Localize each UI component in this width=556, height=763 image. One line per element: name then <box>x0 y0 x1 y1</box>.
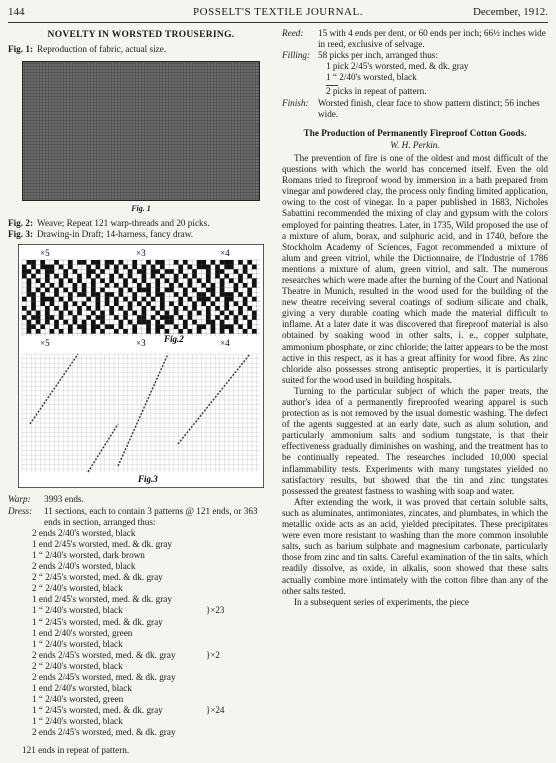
right-column <box>282 28 548 608</box>
fig3-label: Fig. 3: <box>8 229 34 240</box>
dress-line-text: 1 “ 2/40's worsted, dark brown <box>32 549 145 560</box>
filling-list <box>282 61 548 97</box>
dress-line-text: 1 “ 2/40's worsted, black <box>32 605 123 616</box>
dress-line-text: 1 “ 2/45's worsted, med. & dk. gray <box>32 705 163 716</box>
reed-value: 15 with 4 ends per dent, or 60 ends per inch; 66½ inches wide in reed, exclusive of selvage. <box>318 28 546 50</box>
dress-line <box>32 639 274 650</box>
dress-line-text: 2 ends 2/45's worsted, med. & dk. gray <box>32 671 176 682</box>
paragraph-1: The prevention of fire is one of the oldest and most difficult of the questions with which the world has concerned itself. Even the old Romans tried to fireproof wood by immersion in a bath prepared from vinegar and powdered clay, the process only finding limited application, owing to the cost of vinegar. In a paper published in 1683, Nicholes Sabattini recommended the mixing of clay and gypsum with the colors employed for painting theatres. Later, in 1735, Wild proposed the use of a mixture of alum, borax, and sulphuric acid, and in 1740, before the Stockholm Academy of Sciences, Fagot recommended a mixture of alum and green vitriol, while the Dictionnaire, de l'Industrie of 1786 mentions a mixture of alum, green vitriol, and salt. The numerous researches which were made after the burning of the Court and National Theatre in Munich, resulted in the wood used for the building of the new theatre receiving several coatings of sodium silicate and chalk, giving a very durable coating which made the material difficult to inflame. At a later date it was discovered that fireproof material is also obtained by soaking wood in other salts, i. e., copper sulphate, ammonium phosphate, or zinc chloride; the latter appears to be the most active in this respect, as it has a great affinity for wood fibre. As zinc chloride also possesses strong antiseptic properties, it is particularly suited for the wood used in building hospitals. <box>282 152 548 385</box>
fig2-label: Fig. 2: <box>8 218 34 229</box>
paragraph-4: In a subsequent series of experiments, the piece <box>294 596 470 607</box>
fig3-text: Drawing-in Draft; 14-harness, fancy draw. <box>37 229 194 240</box>
dress-line <box>32 528 274 539</box>
repeat-brace: }×2 <box>206 649 220 660</box>
dress-line <box>32 572 274 583</box>
paragraph-2: Turning to the particular subject of which the paper treats, the author's idea of a permanently fireproofed wearing apparel is such protection as is not removed by the usual domestic washing. The defect of the agents suggested at an early date, such as alum solution, and particularly ammonium salts and sodium tungstate, is that their effectiveness gradually diminishes on washing, and the treatment has to be continually repeated. The researches included 10,000 special inflammability tests. Experiments with many tungstates yielded no satisfactory results, but showed that the tin and zinc tungstates possessed the greatest fastness to washing with soap and water. <box>282 385 548 496</box>
finish-value: Worsted finish, clear face to show pattern distinct; 56 inches wide. <box>318 97 540 119</box>
fig2-text: Weave; Repeat 121 warp-threads and 20 picks. <box>37 218 210 229</box>
dress-line <box>32 661 274 672</box>
draft-label-3: ×4 <box>220 248 230 259</box>
draft-label-1: ×5 <box>40 248 50 259</box>
fig2-tag: Fig.2 <box>164 334 184 345</box>
finish-key: Finish: <box>282 97 309 108</box>
warp-key: Warp: <box>8 494 31 505</box>
dress-line-text: 2 ends 2/45's worsted, med. & dk. gray <box>32 727 176 738</box>
dress-spec <box>8 506 274 528</box>
dress-line <box>32 672 274 683</box>
page-header <box>8 6 548 22</box>
page-number: 144 <box>8 6 25 18</box>
dress-line <box>32 694 274 705</box>
dress-line-text: 1 “ 2/45's worsted, med. & dk. gray <box>32 616 163 627</box>
article-author: W. H. Perkin. <box>390 139 440 150</box>
filling-value: 58 picks per inch, arranged thus: <box>318 50 438 61</box>
dress-line-text: 1 “ 2/40's worsted, black <box>32 716 123 727</box>
filling-key: Filling: <box>282 50 311 61</box>
reed-spec <box>282 28 548 50</box>
repeat-brace: }×23 <box>206 605 225 616</box>
dress-value: 11 sections, each to contain 3 patterns @ 121 ends, or 363 ends in section, arranged thus: <box>44 505 258 527</box>
fig1-label: Fig. 1: <box>8 44 34 55</box>
dress-line-text: 1 “ 2/40's worsted, green <box>32 694 124 705</box>
dress-line <box>32 617 274 628</box>
journal-title: POSSELT'S TEXTILE JOURNAL. <box>193 6 363 18</box>
dress-line-text: 1 end 2/40's worsted, black <box>32 683 132 694</box>
dress-line <box>32 561 274 572</box>
filling-line-2: 1 “ 2/40's worsted, black <box>326 72 417 83</box>
draft-label-6: ×4 <box>220 338 230 349</box>
issue-date: December, 1912. <box>472 6 548 18</box>
fig2-line <box>8 218 274 229</box>
dress-line <box>32 550 274 561</box>
dress-line <box>32 650 274 661</box>
dress-line <box>32 727 274 738</box>
finish-spec <box>282 98 548 120</box>
dress-line <box>32 683 274 694</box>
fig3-tag: Fig.3 <box>138 474 158 485</box>
article-title: The Production of Permanently Fireproof Cotton Goods. <box>303 127 527 138</box>
fig3-line <box>8 229 274 240</box>
dress-line-text: 1 “ 2/40's worsted, black <box>32 638 123 649</box>
header-rule <box>8 22 548 23</box>
dress-line <box>32 628 274 639</box>
fig1-text: Reproduction of fabric, actual size. <box>37 44 167 55</box>
dress-line-text: 2 “ 2/45's worsted, med. & dk. gray <box>32 572 163 583</box>
draft-label-2: ×3 <box>136 248 146 259</box>
warp-spec <box>8 494 274 505</box>
filling-total: 2 picks in repeat of pattern. <box>326 86 427 97</box>
section-title: NOVELTY IN WORSTED TROUSERING. <box>47 30 235 40</box>
dress-line-text: 2 “ 2/40's worsted, black <box>32 660 123 671</box>
fig1-line <box>8 44 274 55</box>
dress-line-text: 2 ends 2/45's worsted, med. & dk. gray <box>32 649 176 660</box>
filling-line-1: 1 pick 2/45's worsted, med. & dk. gray <box>326 61 469 72</box>
dress-line-text: 1 end 2/40's worsted, green <box>32 627 133 638</box>
draft-label-5: ×3 <box>136 338 146 349</box>
dress-key: Dress: <box>8 505 33 516</box>
dress-line <box>32 605 274 616</box>
weave-draft-diagram <box>18 244 264 488</box>
dress-line <box>32 594 274 605</box>
left-column <box>8 28 274 756</box>
warp-value: 3993 ends. <box>44 494 84 505</box>
fig1-caption: Fig. 1 <box>131 204 151 214</box>
fabric-photo <box>22 61 260 201</box>
dress-line <box>32 539 274 550</box>
dress-line-text: 2 “ 2/40's worsted, black <box>32 583 123 594</box>
dress-line-text: 1 end 2/45's worsted, med. & dk. gray <box>32 594 172 605</box>
reed-key: Reed: <box>282 28 304 38</box>
dress-line <box>32 583 274 594</box>
filling-spec <box>282 50 548 61</box>
dress-line <box>32 705 274 716</box>
dress-list <box>8 528 274 739</box>
repeat-line: 121 ends in repeat of pattern. <box>22 744 130 755</box>
dress-line-text: 2 ends 2/40's worsted, black <box>32 561 136 572</box>
draft-label-4: ×5 <box>40 338 50 349</box>
dress-line <box>32 716 274 727</box>
repeat-brace: }×24 <box>206 705 225 716</box>
dress-line-text: 1 end 2/45's worsted, med. & dk. gray <box>32 538 172 549</box>
paragraph-3: After extending the work, it was proved that certain soluble salts, such as aluminates, antimoniates, zincates, and plumbates, in which the metallic oxide acts as an acid, yielded precipitates. These precipitates were even more resistant to washing than the more common insoluble salts, such as barium sulphate and magnesium carbonate, particularly those from zinc and tin salts. Careful examination of the tin salts, which readily dissolve, as oxide, in alkalis, soon showed that these salts actually combine more intimately with the cotton fibre than any of the other salts tested. <box>282 496 548 596</box>
dress-line-text: 2 ends 2/40's worsted, black <box>32 527 136 538</box>
